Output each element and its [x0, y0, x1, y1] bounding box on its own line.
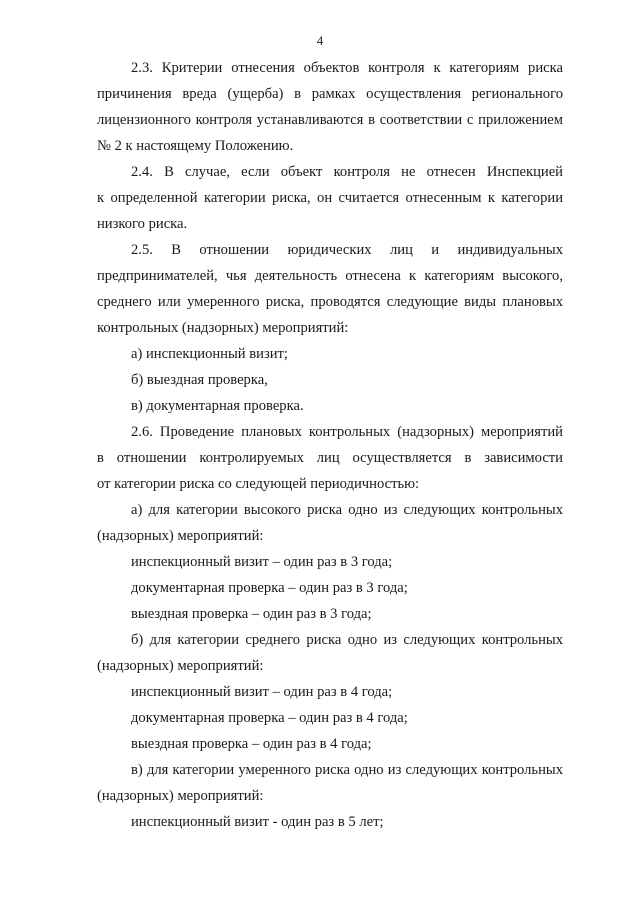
subparagraph-c-line-2: (надзорных) мероприятий:: [97, 788, 264, 804]
paragraph-2-4-line-2: к определенной категории риска, он считается отнесенным к категории: [97, 190, 563, 206]
moderate-risk-inspection-visit: инспекционный визит - один раз в 5 лет;: [131, 814, 384, 830]
medium-risk-inspection-visit: инспекционный визит – один раз в 4 года;: [131, 684, 393, 700]
paragraph-2-3-line-3: лицензионного контроля устанавливаются в соответствии с приложением: [97, 112, 563, 128]
subparagraph-b-line-2: (надзорных) мероприятий:: [97, 658, 264, 674]
paragraph-2-5-line-4: контрольных (надзорных) мероприятий:: [97, 320, 349, 336]
paragraph-2-3-line-4: № 2 к настоящему Положению.: [97, 138, 294, 154]
list-item-c-documentary-inspection: в) документарная проверка.: [131, 398, 304, 414]
paragraph-2-3-line-2: причинения вреда (ущерба) в рамках осуществления регионального: [97, 86, 563, 102]
paragraph-2-5-line-3: среднего или умеренного риска, проводятся следующие виды плановых: [97, 294, 563, 310]
high-risk-field-inspection: выездная проверка – один раз в 3 года;: [131, 606, 372, 622]
subparagraph-a-line-2: (надзорных) мероприятий:: [97, 528, 264, 544]
subparagraph-b-line-1: б) для категории среднего риска одно из следующих контрольных: [131, 632, 563, 648]
high-risk-inspection-visit: инспекционный визит – один раз в 3 года;: [131, 554, 393, 570]
paragraph-2-6-line-3: от категории риска со следующей периодичностью:: [97, 476, 420, 492]
medium-risk-field-inspection: выездная проверка – один раз в 4 года;: [131, 736, 372, 752]
list-item-a-inspection-visit: а) инспекционный визит;: [131, 346, 288, 362]
medium-risk-documentary-inspection: документарная проверка – один раз в 4 года;: [131, 710, 408, 726]
paragraph-2-4-line-1: 2.4. В случае, если объект контроля не отнесен Инспекцией: [131, 164, 563, 180]
high-risk-documentary-inspection: документарная проверка – один раз в 3 года;: [131, 580, 408, 596]
paragraph-2-5-line-1: 2.5. В отношении юридических лиц и индивидуальных: [131, 242, 563, 258]
paragraph-2-5-line-2: предпринимателей, чья деятельность отнесена к категориям высокого,: [97, 268, 563, 284]
subparagraph-a-line-1: а) для категории высокого риска одно из следующих контрольных: [131, 502, 563, 518]
page-number: 4: [316, 33, 324, 48]
paragraph-2-6-line-2: в отношении контролируемых лиц осуществляется в зависимости: [97, 450, 563, 466]
paragraph-2-3-line-1: 2.3. Критерии отнесения объектов контроля к категориям риска: [131, 60, 563, 76]
paragraph-2-4-line-3: низкого риска.: [97, 216, 188, 232]
paragraph-2-6-line-1: 2.6. Проведение плановых контрольных (надзорных) мероприятий: [131, 424, 563, 440]
list-item-b-field-inspection: б) выездная проверка,: [131, 372, 268, 388]
subparagraph-c-line-1: в) для категории умеренного риска одно из следующих контрольных: [131, 762, 563, 778]
